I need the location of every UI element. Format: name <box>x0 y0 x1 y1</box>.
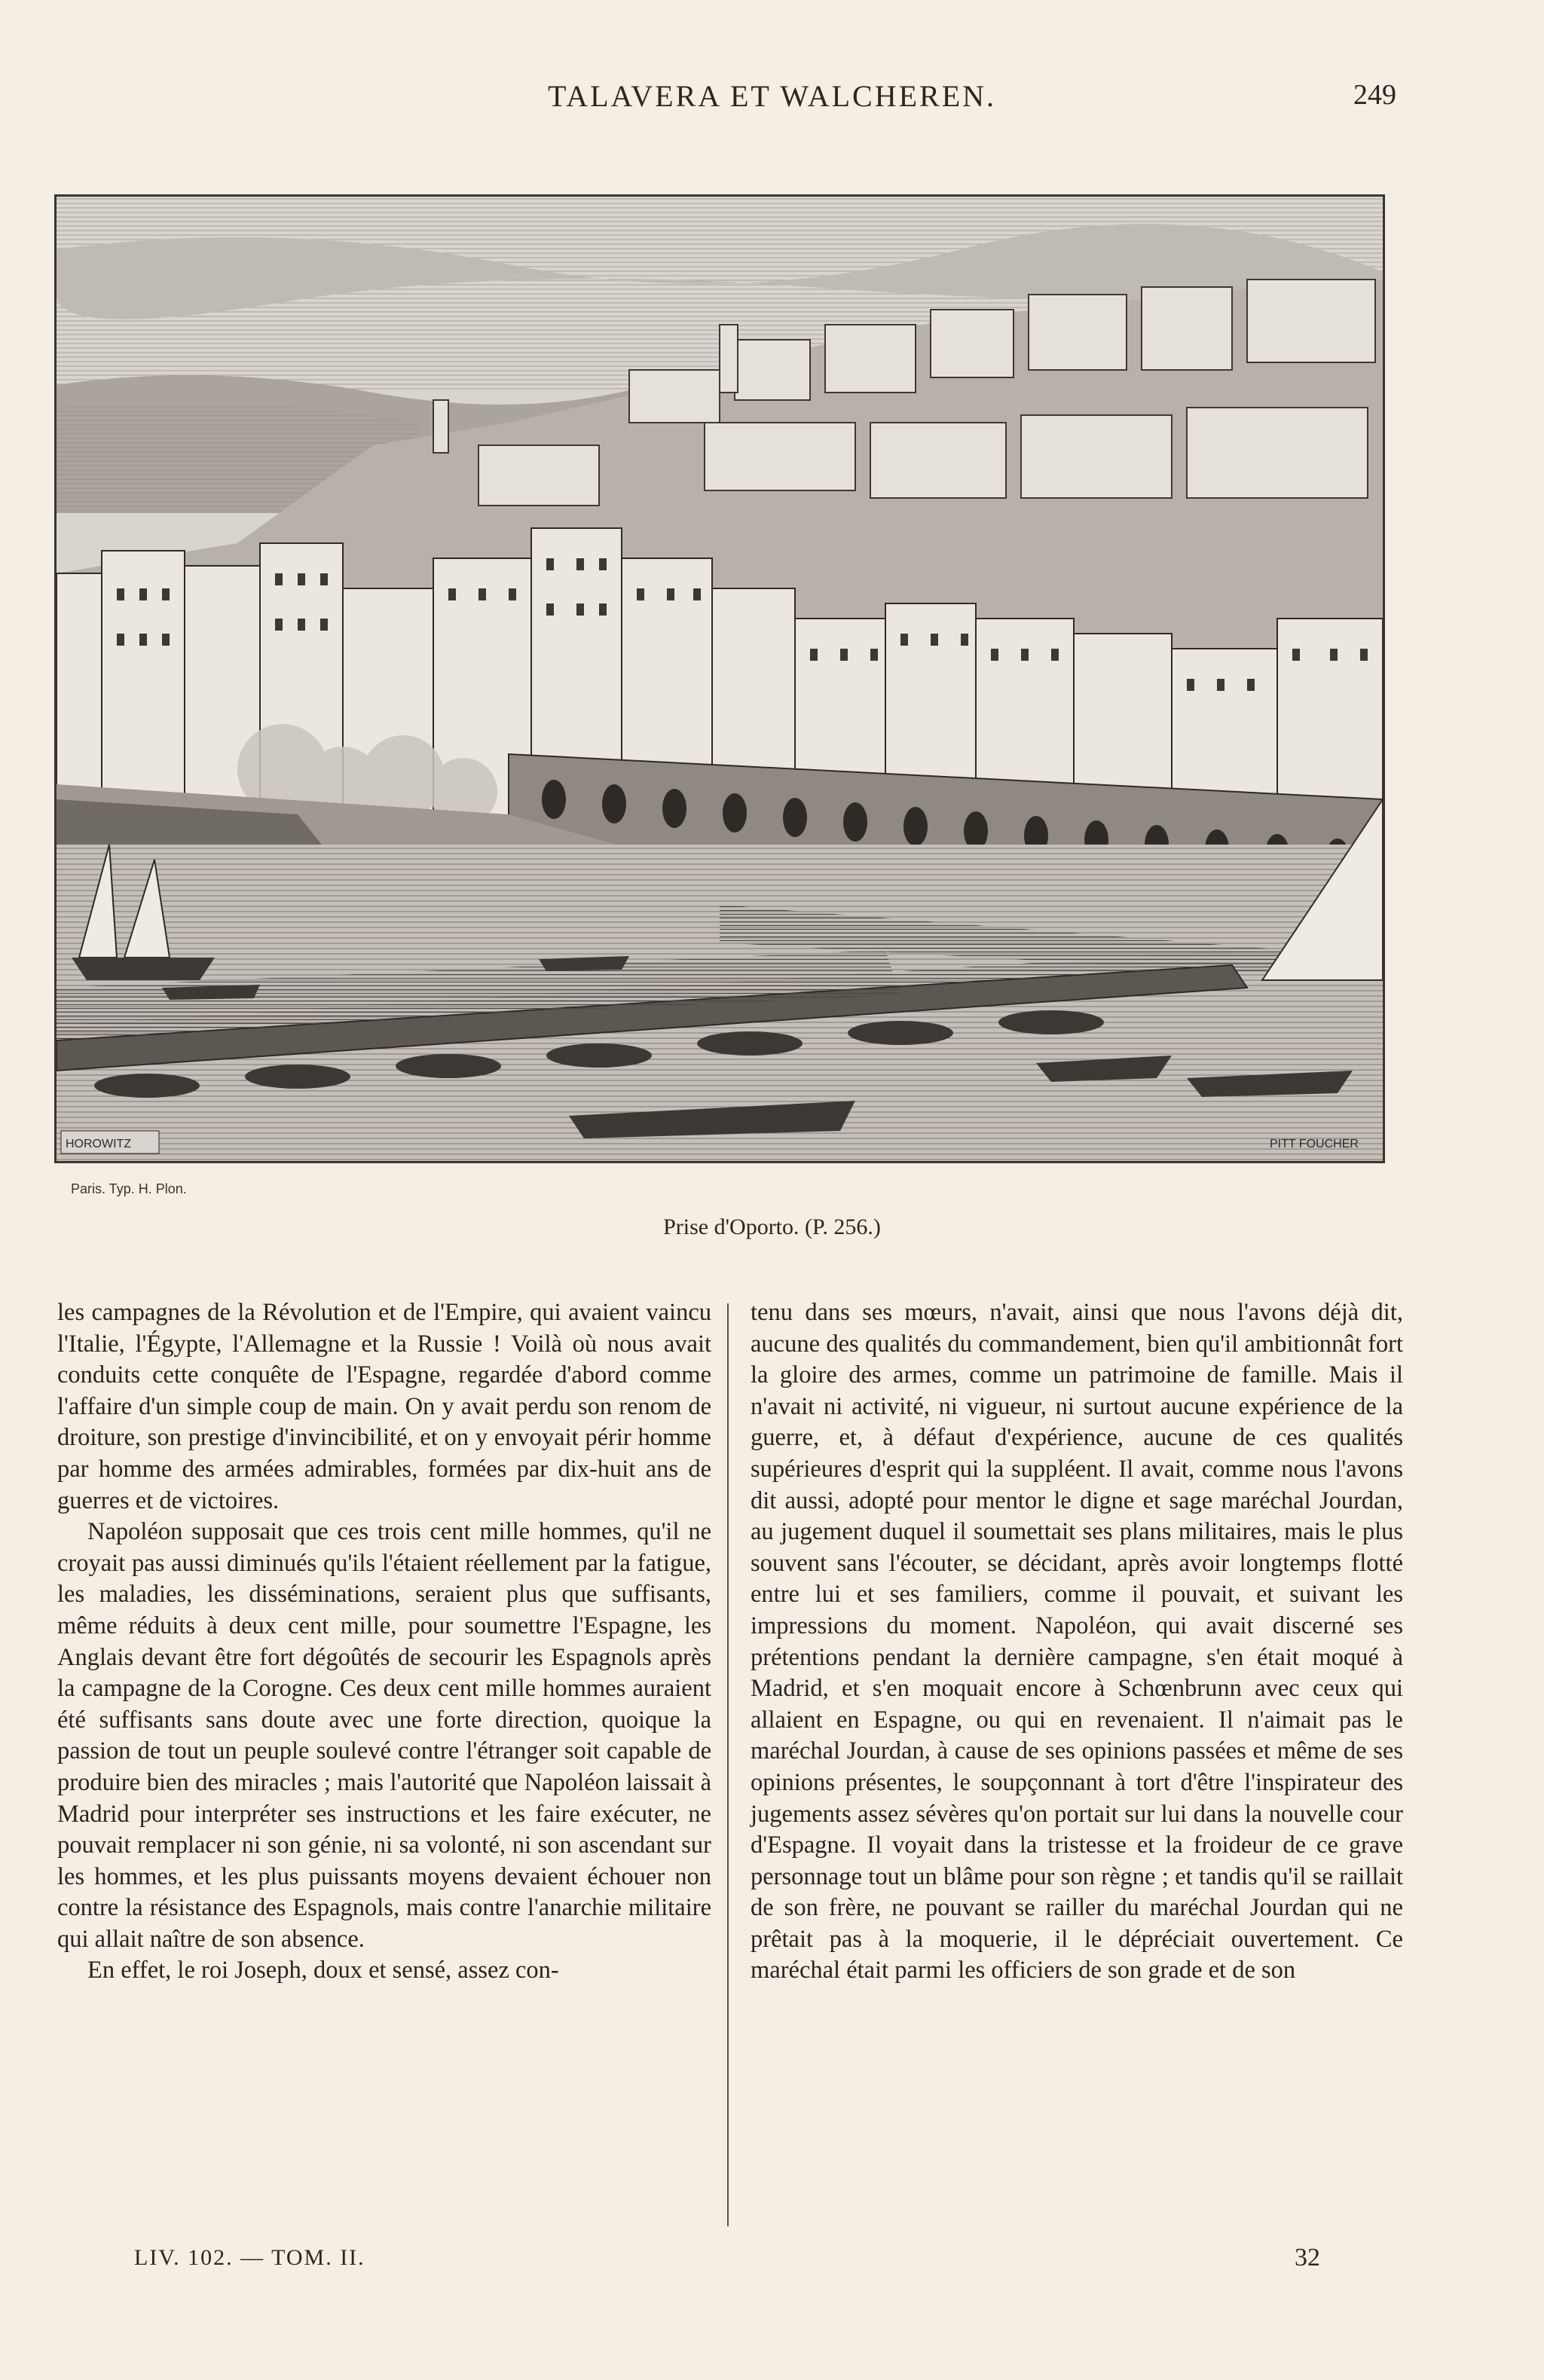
paragraph: les campagnes de la Révolution et de l'Empire, qui avaient vaincu l'Italie, l'Égypte, l'Allemagne et la Russie ! Voilà où nous avait conduits cette conquête de l'Espagne, regardée d'abord comme l'affaire d'un simple coup de main. On y avait perdu son renom de droiture, son prestige d'invincibilité, et on y envoyait périr homme par homme des armées admirables, formées par dix-huit ans de guerres et de victoires. <box>57 1299 711 1514</box>
paragraph: En effet, le roi Joseph, doux et sensé, assez con- <box>87 1957 559 1984</box>
engraver-signature-right: PITT FOUCHER <box>1270 1138 1359 1150</box>
paragraph: tenu dans ses mœurs, n'avait, ainsi que nous l'avons déjà dit, aucune des qualités du commandement, bien qu'il ambitionnât fort la gloire des armes, comme un patrimoine de famille. Mais il n'avait ni activité, ni vigueur, ni surtout aucune expérience de la guerre, et, à défaut d'expérience, aucune de ces qualités supérieures d'esprit qui la suppléent. Il avait, comme nous l'avons dit aussi, adopté pour mentor le digne et sage maréchal Jourdan, au jugement duquel il soumettait ses plans militaires, mais le plus souvent sans l'écouter, se décidant, après avoir longtemps flotté entre lui et ses familiers, comme il pouvait, et suivant les impressions du moment. Napoléon, qui avait discerné ses prétentions pendant la dernière campagne, s'en était moqué à Madrid, et s'en moquait encore à Schœnbrunn avec ceux qui allaient en Espagne, ou qui en revenaient. Il n'aimait pas le maréchal Jourdan, à cause de ses opinions passées et même de ses opinions présentes, le soupçonnant à tort d'être l'inspirateur des jugements assez sévères qu'on portait sur lui dans la nouvelle cour d'Espagne. Il voyait dans la tristesse et la froideur de ce grave personnage tout un blâme pour son règne ; et tandis qu'il se raillait de son frère, ne pouvant se railler du maréchal Jourdan qui ne prêtait pas à la moquerie, il le dépréciait ouvertement. Ce maréchal était parmi les officiers de son grade et de son <box>751 1299 1403 1984</box>
paragraph: Napoléon supposait que ces trois cent mille hommes, qu'il ne croyait pas aussi diminués qu'ils l'étaient réellement par la fatigue, les maladies, les disséminations, seraient plus que suffisants, même réduits à deux cent mille, pour soumettre l'Espagne, les Anglais devant être fort dégoûtés de secourir les Espagnols après la campagne de la Corogne. Ces deux cent mille hommes auraient été suffisants sans doute avec une forte direction, quoique la passion de tout un peuple soulevé contre l'étranger soit capable de produire bien des miracles ; mais l'autorité que Napoléon laissait à Madrid pour interpréter ses instructions et les faire exécuter, ne pouvait remplacer ni son génie, ni sa volonté, ni son ascendant sur les hommes, et les plus puissants moyens devaient échouer non contre la résistance des Espagnols, mais contre l'anarchie militaire qui allait naître de son absence. <box>57 1518 711 1953</box>
illustration-caption: Prise d'Oporto. (P. 256.) <box>663 1214 881 1239</box>
text-column-right <box>751 1297 1403 1987</box>
text-column-left <box>57 1297 711 1987</box>
sheet-number: 32 <box>1295 2244 1320 2272</box>
running-title: TALAVERA ET WALCHEREN. <box>547 79 997 113</box>
page-number: 249 <box>1353 79 1396 111</box>
footer-signature: LIV. 102. — TOM. II. <box>134 2245 365 2270</box>
engraver-signature-left: HOROWITZ <box>66 1138 132 1150</box>
plate-credit: Paris. Typ. H. Plon. <box>71 1181 187 1196</box>
running-head <box>0 78 1544 124</box>
engraving-illustration <box>54 194 1385 1163</box>
column-divider <box>727 1303 729 2226</box>
